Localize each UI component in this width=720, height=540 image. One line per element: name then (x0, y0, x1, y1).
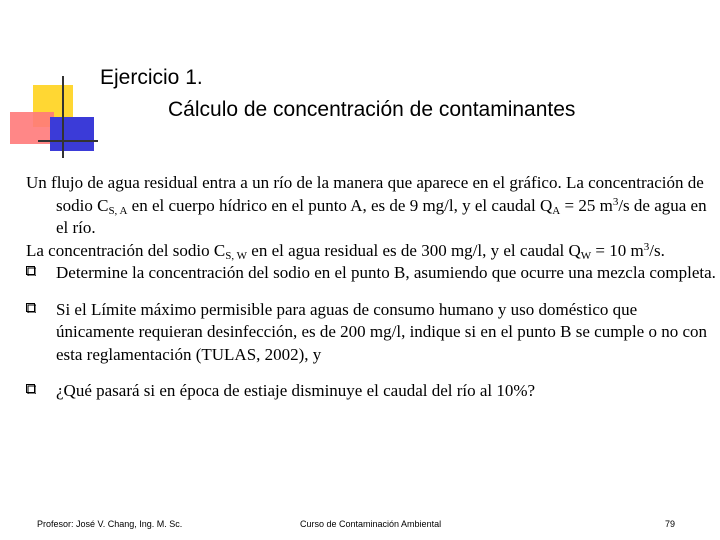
slide-title-line1: Ejercicio 1. (100, 66, 203, 89)
paragraph-river-flow (26, 172, 716, 240)
bullet-text: Si el Límite máximo permisible para aguas de consumo humano y uso doméstico que únicamente requieran desinfección, es de 200 mg/l, indique si en el punto B se cumple o no con esta reglamentación (TULAS, 2002), y (56, 299, 708, 364)
p1-text-c: = 25 m (560, 195, 613, 215)
checkbox-bullet-icon (26, 303, 36, 313)
p1-sub-a: S, A (108, 204, 128, 217)
decor-vertical-line (62, 76, 64, 158)
paragraph-wastewater (26, 240, 716, 263)
decor-blue-square (50, 117, 94, 151)
bullet-item (26, 299, 716, 367)
p2-text-d: /s. (649, 240, 665, 260)
checkbox-bullet-icon (26, 384, 36, 394)
footer-page-number: 79 (665, 519, 676, 529)
footer-course: Curso de Contaminación Ambiental (300, 519, 442, 529)
p2-text-a: La concentración del sodio C (26, 240, 226, 260)
p1-text-d: /s de agua en el río. (56, 195, 707, 237)
p1-text-b: en el cuerpo hídrico en el punto A, es de 9 mg/l, y el caudal Q (127, 195, 553, 215)
p2-text-b: en el agua residual es de 300 mg/l, y el caudal Q (247, 240, 581, 260)
decor-horizontal-line (38, 140, 98, 142)
slide-body (26, 172, 716, 403)
bullet-item (26, 380, 716, 403)
bullet-item (26, 262, 716, 285)
bullet-text: ¿Qué pasará si en época de estiaje disminuye el caudal del río al 10%? (56, 381, 536, 400)
p1-sup-c: 3 (612, 195, 619, 208)
p2-text-c: = 10 m (591, 240, 644, 260)
p2-sub-a: S, W (225, 249, 248, 262)
p2-sub-b: W (580, 249, 592, 262)
footer-author: Profesor: José V. Chang, Ing. M. Sc. (37, 519, 183, 529)
p1-sub-b: A (552, 204, 561, 217)
p2-sup-c: 3 (643, 240, 650, 253)
p1-text-a: Un flujo de agua residual entra a un río de la manera que aparece en el gráfico. La concentración de sodio C (26, 173, 704, 215)
slide-title-line2: Cálculo de concentración de contaminantes (168, 98, 576, 121)
checkbox-bullet-icon (26, 266, 36, 276)
bullet-text: Determine la concentración del sodio en el punto B, asumiendo que ocurre una mezcla completa. (56, 263, 716, 282)
